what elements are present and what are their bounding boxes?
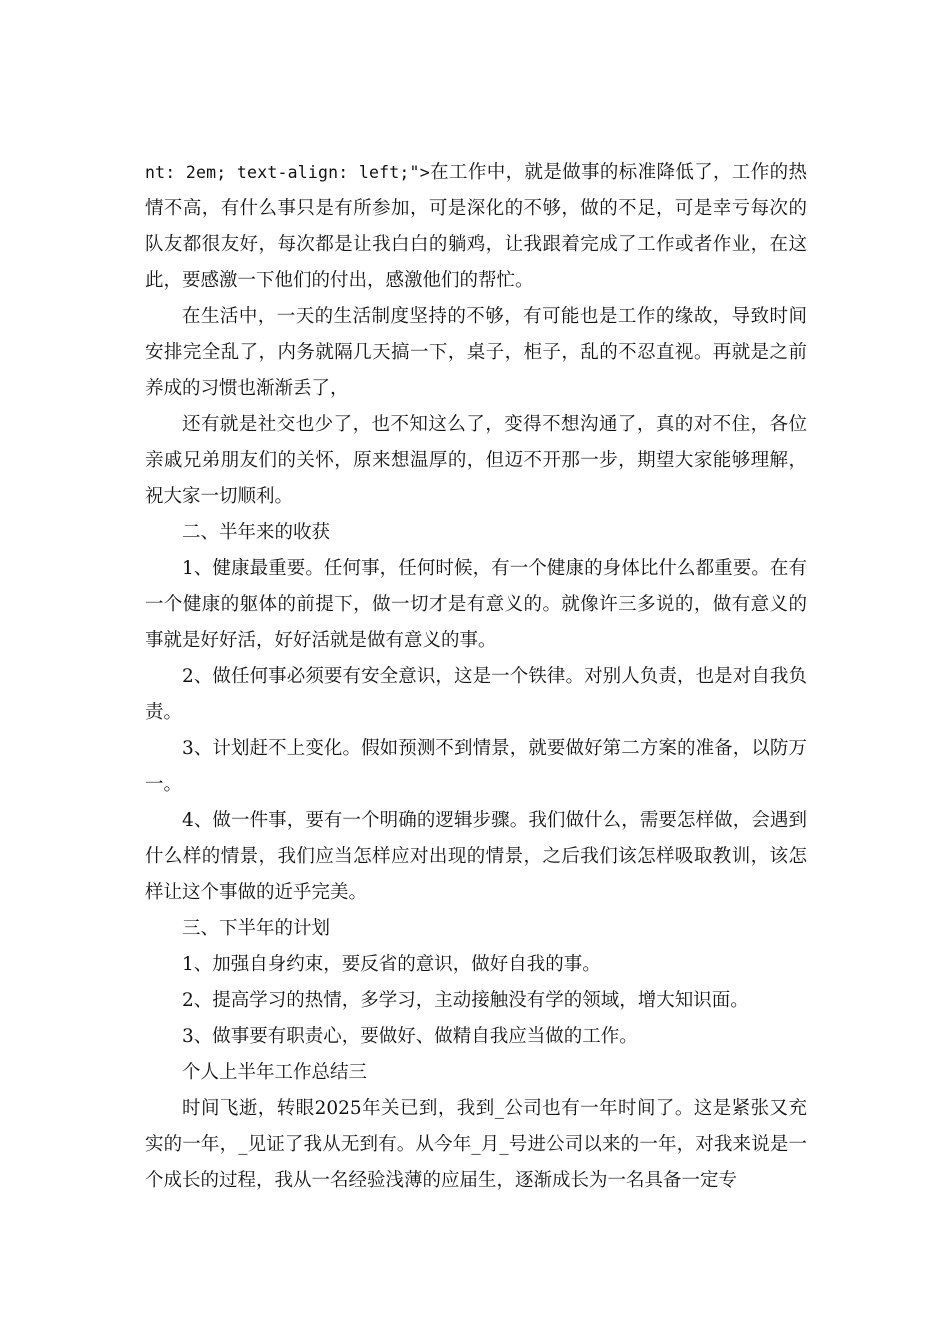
section-heading-plan: 三、下半年的计划 (182, 918, 331, 939)
list-item-learning: 2、提高学习的热情，多学习，主动接触没有学的领域，增大知识面。 (182, 990, 749, 1011)
list-item-self-discipline: 1、加强自身约束，要反省的意识，做好自我的事。 (182, 954, 601, 975)
paragraph-life-routine: 在生活中，一天的生活制度坚持的不够，有可能也是工作的缘故，导致时间安排完全乱了，内务就隔几天搞一下，桌子，柜子，乱的不忍直视。再就是之前养成的习惯也渐渐丢了， (145, 306, 807, 399)
list-item-safety: 2、做任何事必须要有安全意识，这是一个铁律。对别人负责，也是对自我负责。 (145, 666, 807, 723)
paragraph-social: 还有就是社交也少了，也不知这么了，变得不想沟通了，真的对不住，各位亲戚兄弟朋友们的关怀，原来想温厚的，但迈不开那一步，期望大家能够理解，祝大家一切顺利。 (145, 414, 807, 507)
list-item-health: 1、健康最重要。任何事，任何时候，有一个健康的身体比什么都重要。在有一个健康的躯体的前提下，做一切才是有意义的。就像许三多说的，做有意义的事就是好好活，好好活就是做有意义的事。 (145, 558, 807, 651)
paragraph-text: 在工作中，就是做事的标准降低了，工作的热情不高，有什么事只是有所参加，可是深化的不够，做的不足，可是幸亏每次的队友都很友好，每次都是让我白白的躺鸡，让我跟着完成了工作或者作业，在这此，要感激一下他们的付出，感激他们的帮忙。 (145, 162, 807, 291)
list-item-logic-steps: 4、做一件事，要有一个明确的逻辑步骤。我们做什么，需要怎样做，会遇到什么样的情景，我们应当怎样应对出现的情景，之后我们该怎样吸取教训，该怎样让这个事做的近乎完美。 (145, 810, 807, 903)
list-item-responsibility: 3、做事要有职责心，要做好、做精自我应当做的工作。 (182, 1026, 638, 1047)
list-item-plan-change: 3、计划赶不上变化。假如预测不到情景，就要做好第二方案的准备，以防万一。 (145, 738, 807, 795)
section-heading-gains: 二、半年来的收获 (182, 522, 331, 543)
paragraph-time-flies: 时间飞逝，转眼2025年关已到，我到_公司也有一年时间了。这是紧张又充实的一年，_见证了我从无到有。从今年_月_号进公司以来的一年，对我来说是一个成长的过程，我从一名经验浅薄的应届生，逐渐成长为一名具备一定专 (145, 1098, 807, 1191)
code-fragment: nt: 2em; text-align: left;"> (145, 163, 430, 182)
document-page (145, 155, 807, 1199)
summary-title-three: 个人上半年工作总结三 (182, 1062, 368, 1083)
paragraph-work-attitude (145, 155, 807, 299)
